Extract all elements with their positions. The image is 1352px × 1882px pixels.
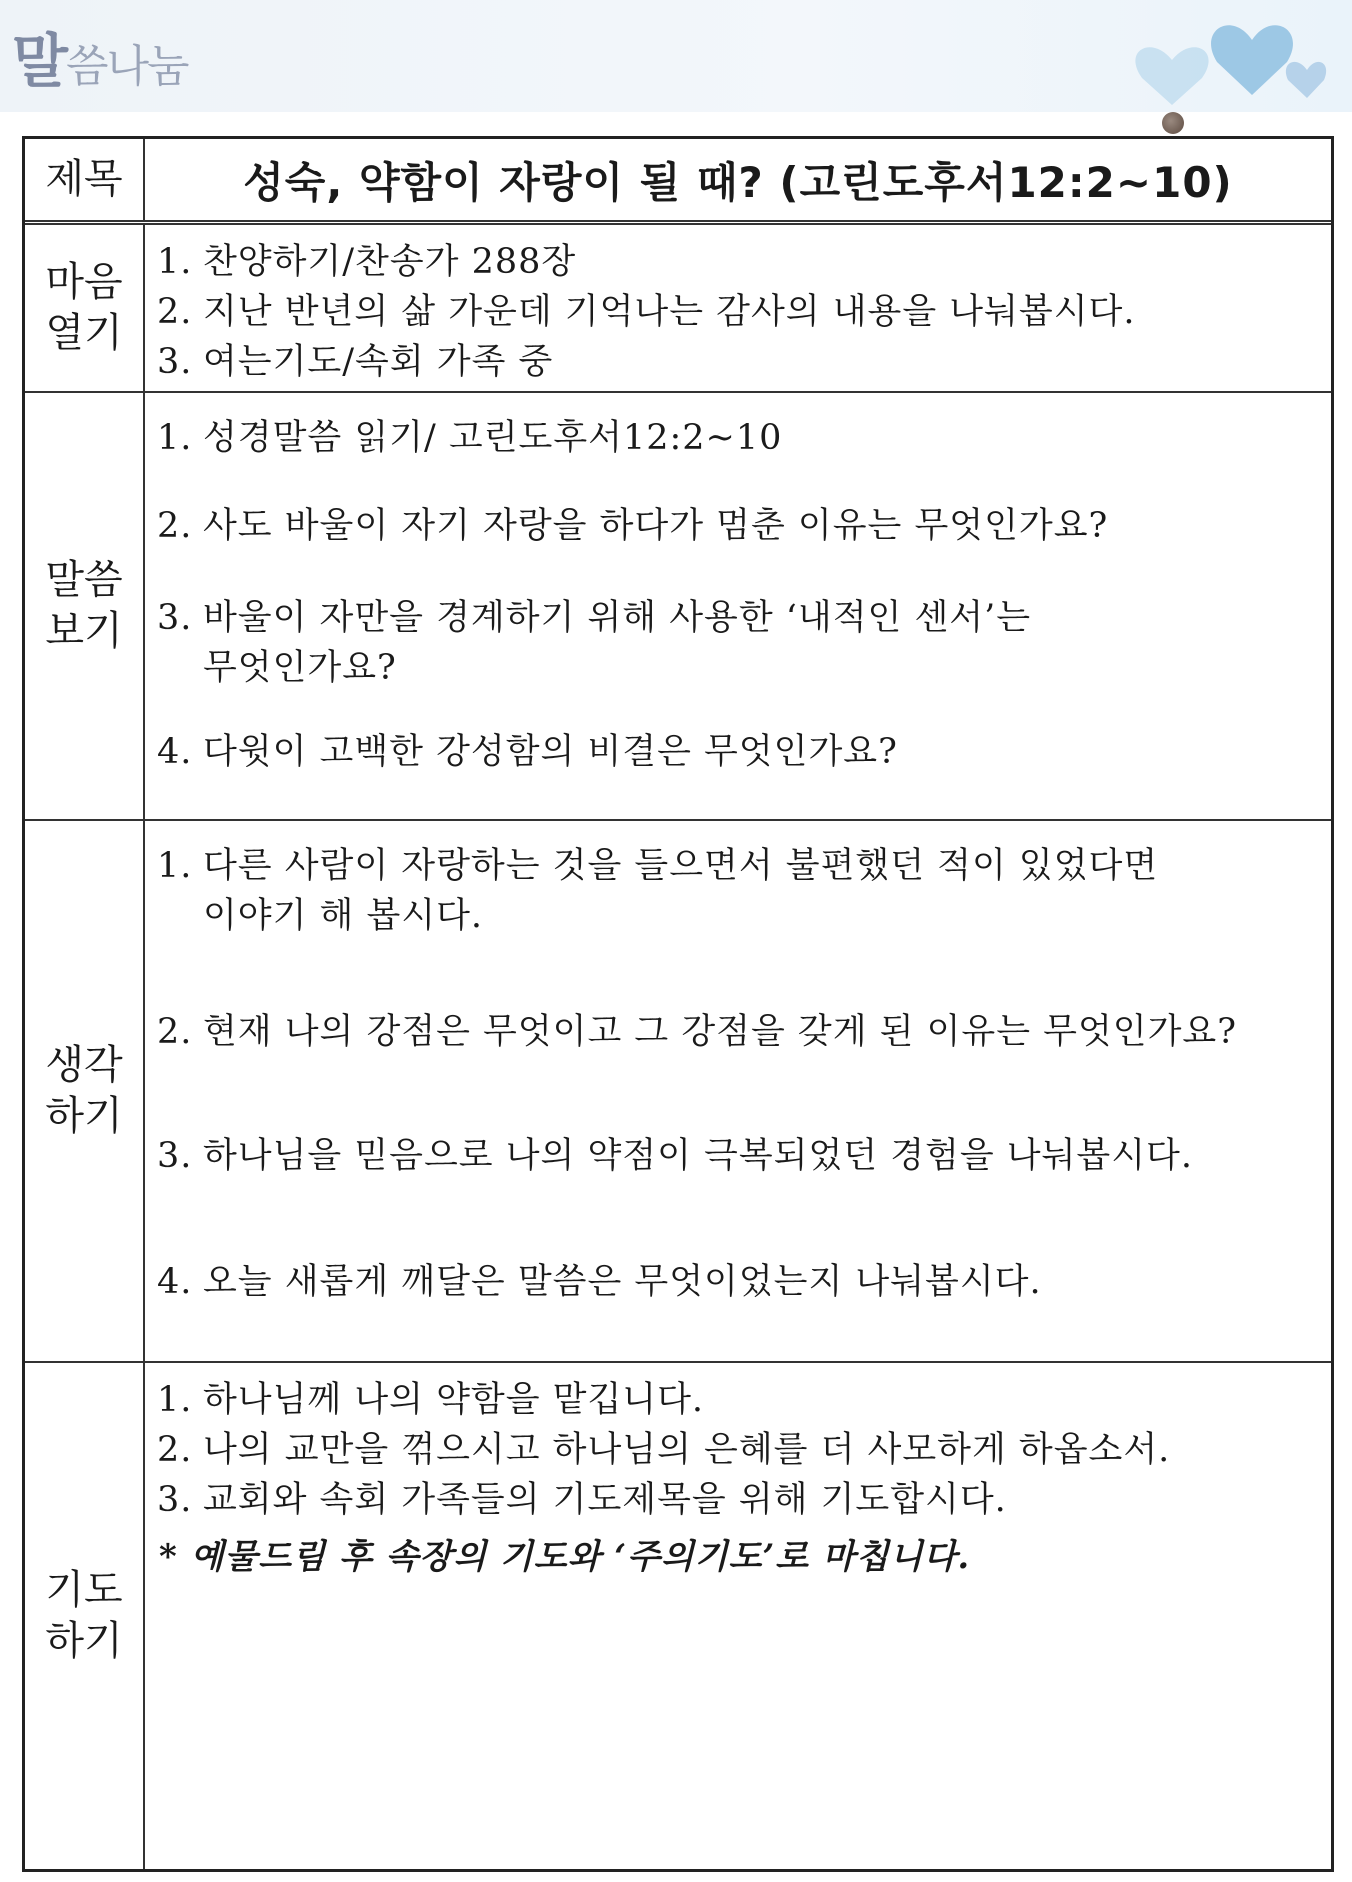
section-label [25,225,145,391]
list-item [157,727,898,777]
item-text-continued: 무엇인가요? [203,648,397,688]
item-text-continued: 이야기 해 봅시다. [203,896,484,936]
list-item [157,841,1158,941]
item-number: 2. [157,1430,193,1470]
item-number: 1. [157,418,193,458]
section-label-line1: 말씀 [45,556,123,603]
title-label: 제목 [25,139,145,220]
section-read-word [25,393,1331,821]
item-number: 3. [157,1480,193,1520]
item-number: 3. [157,342,193,382]
item-text: 오늘 새롭게 깨달은 말씀은 무엇이었는지 나눠봅시다. [203,1262,1042,1302]
list-item [157,593,1031,693]
list-item [157,1475,1007,1525]
section-label [25,821,145,1361]
section-label-line2: 보기 [45,608,123,654]
item-text: 바울이 자만을 경계하기 위해 사용한 ‘내적인 센서’는 [203,598,1032,638]
section-content [145,821,1331,1361]
item-number: 3. [157,598,193,638]
item-text: 하나님께 나의 약함을 맡깁니다. [203,1380,705,1420]
item-text: 하나님을 믿음으로 나의 약점이 극복되었던 경험을 나눠봅시다. [203,1136,1193,1176]
item-text: 찬양하기/찬송가 288장 [203,242,577,282]
section-label-line1: 마음 [45,258,123,305]
section-label [25,393,145,819]
item-number: 4. [157,732,193,772]
item-text: 사도 바울이 자기 자랑을 하다가 멈춘 이유는 무엇인가요? [203,506,1109,546]
list-item [157,413,782,463]
section-label-line1: 기도 [45,1566,123,1613]
item-text: 나의 교만을 꺾으시고 하나님의 은혜를 더 사모하게 하옵소서. [203,1430,1171,1470]
section-label [25,1363,145,1869]
list-item [157,237,576,287]
section-open-heart [25,225,1331,393]
item-text: 다윗이 고백한 강성함의 비결은 무엇인가요? [203,732,898,772]
item-number: 3. [157,1136,193,1176]
list-item [157,337,553,387]
sermon-title: 성숙, 약함이 자랑이 될 때? (고린도후서12:2~10) [243,157,1233,207]
header-title [12,14,188,98]
item-text: 지난 반년의 삶 가운데 기억나는 감사의 내용을 나눠봅시다. [203,292,1136,332]
item-number: 1. [157,846,193,886]
header-title-rest: 씀나눔 [66,41,188,92]
section-content [145,1363,1331,1869]
section-reflect [25,821,1331,1363]
list-item [157,287,1135,337]
item-number: 2. [157,1012,193,1052]
list-item [157,1007,1237,1057]
hearts-decoration-icon [1102,0,1332,112]
item-number: 4. [157,1262,193,1302]
sharing-worksheet [22,136,1334,1872]
section-label-line2: 하기 [45,1093,123,1139]
item-number: 2. [157,506,193,546]
section-content [145,225,1331,391]
item-number: 1. [157,1380,193,1420]
list-item [157,501,1108,551]
list-item [157,1425,1170,1475]
item-text: 성경말씀 읽기/ 고린도후서12:2~10 [203,418,783,458]
title-content [145,139,1331,220]
section-label-line2: 하기 [45,1618,123,1664]
section-pray [25,1363,1331,1869]
header-title-main: 말 [12,27,67,95]
item-text: 교회와 속회 가족들의 기도제목을 위해 기도합시다. [203,1480,1007,1520]
item-number: 2. [157,292,193,332]
list-item [157,1375,704,1425]
closing-note: * 예물드림 후 속장의 기도와 ‘주의기도’로 마칩니다. [159,1537,971,1577]
pin-icon [1162,112,1184,134]
list-item [157,1257,1042,1307]
item-text: 다른 사람이 자랑하는 것을 들으면서 불편했던 적이 있었다면 [203,846,1159,886]
page-header [0,0,1352,112]
section-label-line1: 생각 [45,1041,123,1088]
section-label-line2: 열기 [45,310,123,356]
section-content [145,393,1331,819]
list-item [157,1131,1193,1181]
item-text: 여는기도/속회 가족 중 [203,342,554,382]
item-number: 1. [157,242,193,282]
title-row [25,139,1331,225]
item-text: 현재 나의 강점은 무엇이고 그 강점을 갖게 된 이유는 무엇인가요? [203,1012,1237,1052]
